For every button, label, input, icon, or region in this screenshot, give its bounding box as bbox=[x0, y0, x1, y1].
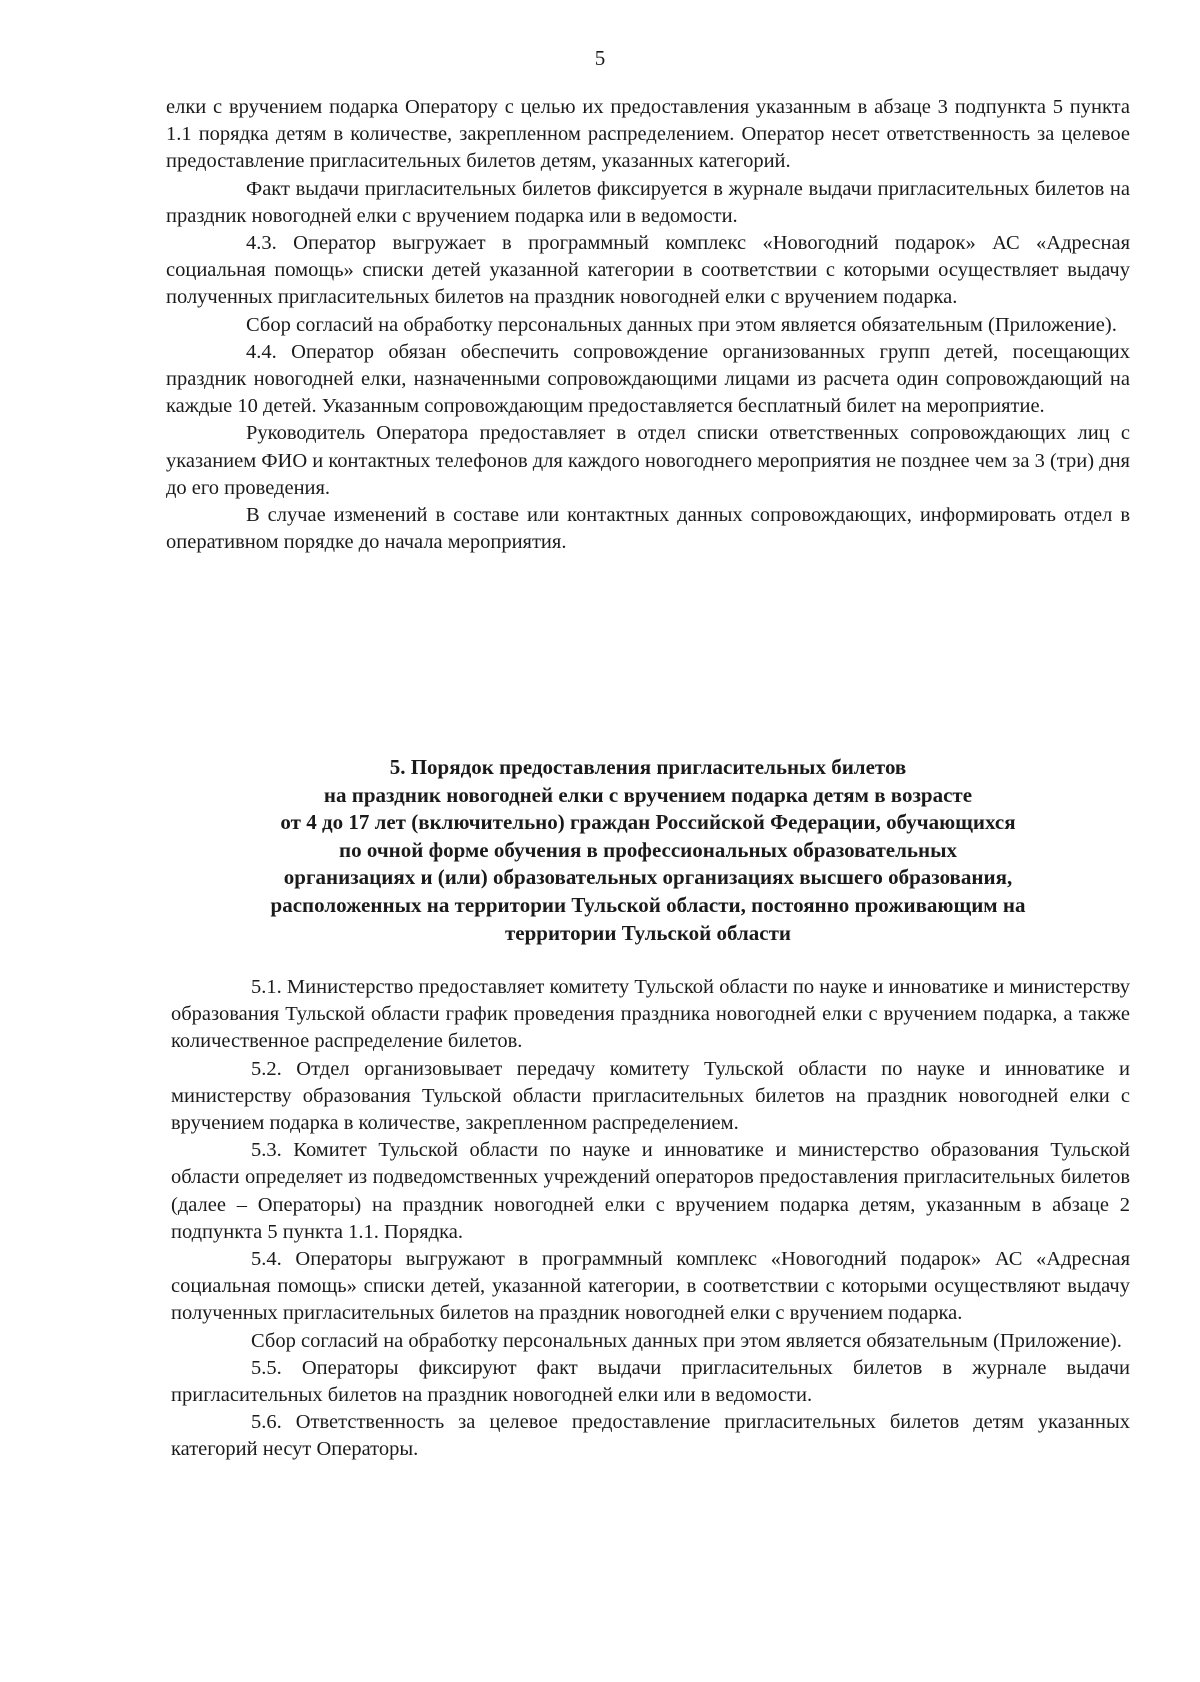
heading-line: территории Тульской области bbox=[504, 920, 792, 945]
heading-line: организациях и (или) образовательных организациях высшего образования, bbox=[283, 865, 1013, 890]
paragraph: Факт выдачи пригласительных билетов фиксируется в журнале выдачи пригласительных билетов на праздник новогодней елки с вручением подарка или в ведомости. bbox=[166, 177, 1130, 227]
paragraph: 5.3. Комитет Тульской области по науке и инноватике и министерство образования Тульской области определяет из подведомственных учреждений операторов предоставления пригласительных билетов (далее – Операторы) на праздник новогодней елки с вручением подарка детям, указанным в абзаце 2 подпункта 5 пункта 1.1. Порядка. bbox=[171, 1139, 1130, 1243]
section-5-heading bbox=[166, 754, 1130, 947]
page-number: 5 bbox=[594, 46, 606, 70]
paragraph: елки с вручением подарка Оператору с целью их предоставления указанным в абзаце 3 подпункта 5 пункта 1.1 порядка детям в количестве, закрепленном распределением. Оператор несет ответственность за целевое предоставление пригласительных билетов детям, указанных категорий. bbox=[166, 96, 1130, 173]
paragraph: 5.1. Министерство предоставляет комитету Тульской области по науке и инноватике и министерству образования Тульской области график проведения праздника новогодней елки с вручением подарка, а также количественное распределение билетов. bbox=[171, 976, 1130, 1053]
heading-line: от 4 до 17 лет (включительно) граждан Российской Федерации, обучающихся bbox=[280, 810, 1016, 835]
paragraph: Сбор согласий на обработку персональных данных при этом является обязательным (Приложение). bbox=[246, 313, 1117, 336]
paragraph: 5.5. Операторы фиксируют факт выдачи пригласительных билетов в журнале выдачи пригласительных билетов на праздник новогодней елки или в ведомости. bbox=[171, 1356, 1130, 1407]
section-5-body bbox=[171, 974, 1130, 1464]
paragraph: 5.2. Отдел организовывает передачу комитету Тульской области по науке и инноватике и министерству образования Тульской области пригласительных билетов на праздник новогодней елки с вручением подарка в количестве, закрепленном распределением. bbox=[171, 1057, 1130, 1135]
section-4-continuation bbox=[166, 94, 1130, 556]
heading-line: по очной форме обучения в профессиональных образовательных bbox=[339, 837, 957, 862]
paragraph: 5.6. Ответственность за целевое предоставление пригласительных билетов детям указанных категорий несут Операторы. bbox=[171, 1411, 1130, 1461]
paragraph: 5.4. Операторы выгружают в программный комплекс «Новогодний подарок» АС «Адресная социальная помощь» списки детей, указанной категории, в соответствии с которыми осуществляют выдачу полученных пригласительных билетов на праздник новогодней елки с вручением подарка. bbox=[171, 1248, 1130, 1325]
heading-line: на праздник новогодней елки с вручением подарка детям в возрасте bbox=[323, 782, 973, 807]
heading-line: 5. Порядок предоставления пригласительных билетов bbox=[389, 755, 907, 779]
paragraph: Руководитель Оператора предоставляет в отдел списки ответственных сопровождающих лиц с указанием ФИО и контактных телефонов для каждого новогоднего мероприятия не позднее чем за 3 (три) дня до его проведения. bbox=[166, 422, 1130, 499]
paragraph: Сбор согласий на обработку персональных данных при этом является обязательным (Приложение). bbox=[251, 1329, 1122, 1352]
paragraph: 4.4. Оператор обязан обеспечить сопровождение организованных групп детей, посещающих праздник новогодней елки, назначенными сопровождающими лицами из расчета один сопровождающий на каждые 10 детей. Указанным сопровождающим предоставляется бесплатный билет на мероприятие. bbox=[166, 340, 1130, 418]
heading-line: расположенных на территории Тульской области, постоянно проживающим на bbox=[270, 892, 1026, 917]
paragraph: 4.3. Оператор выгружает в программный комплекс «Новогодний подарок» АС «Адресная социальная помощь» списки детей указанной категории в соответствии с которыми осуществляет выдачу полученных пригласительных билетов на праздник новогодней елки с вручением подарка. bbox=[166, 232, 1130, 309]
paragraph: В случае изменений в составе или контактных данных сопровождающих, информировать отдел в оперативном порядке до начала мероприятия. bbox=[166, 504, 1130, 554]
